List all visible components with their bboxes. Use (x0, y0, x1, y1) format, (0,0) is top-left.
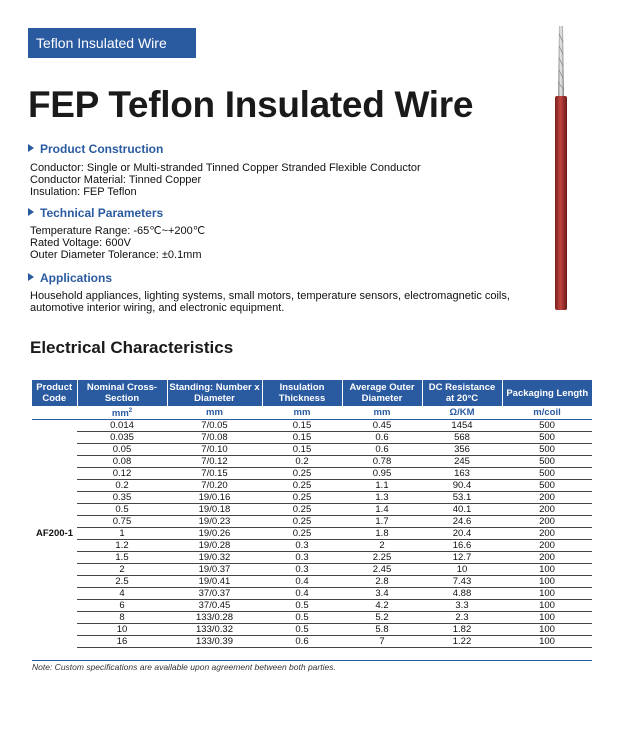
construction-heading (28, 142, 163, 156)
table-cell: 0.25 (262, 492, 342, 504)
table-cell: 2.25 (342, 552, 422, 564)
table-row (32, 636, 592, 648)
table-cell: 1.3 (342, 492, 422, 504)
table-cell: 4.2 (342, 600, 422, 612)
table-cell: 0.035 (77, 432, 167, 444)
table-cell: 0.5 (262, 600, 342, 612)
table-cell: 19/0.18 (167, 504, 262, 516)
applications-heading-label: Applications (40, 271, 113, 285)
electrical-table (32, 380, 592, 648)
table-cell: 1.4 (342, 504, 422, 516)
table-cell: 0.15 (262, 432, 342, 444)
table-cell: 19/0.32 (167, 552, 262, 564)
table-cell: 1.5 (77, 552, 167, 564)
construction-line: Conductor Material: Tinned Copper (30, 174, 202, 186)
table-row (32, 468, 592, 480)
unit-cell: m/coil (502, 406, 592, 420)
table-cell: 0.78 (342, 456, 422, 468)
table-row (32, 528, 592, 540)
table-cell: 100 (502, 588, 592, 600)
table-cell: 100 (502, 624, 592, 636)
electrical-title: Electrical Characteristics (30, 338, 234, 357)
table-cell: 10 (422, 564, 502, 576)
table-cell: 2 (77, 564, 167, 576)
table-cell: 37/0.37 (167, 588, 262, 600)
col-header: Insulation Thickness (262, 380, 342, 406)
table-row (32, 576, 592, 588)
table-cell: 0.35 (77, 492, 167, 504)
table-row (32, 504, 592, 516)
table-cell: 1.8 (342, 528, 422, 540)
table-cell: 200 (502, 540, 592, 552)
table-cell: 0.3 (262, 540, 342, 552)
unit-cell: mm (167, 406, 262, 420)
table-cell: 0.25 (262, 516, 342, 528)
table-cell: 16.6 (422, 540, 502, 552)
table-cell: 133/0.39 (167, 636, 262, 648)
col-header: Product Code (32, 380, 77, 406)
technical-line: Rated Voltage: 600V (30, 237, 131, 249)
table-cell: 0.05 (77, 444, 167, 456)
table-cell: 0.25 (262, 504, 342, 516)
table-cell: 500 (502, 420, 592, 432)
table-cell: 100 (502, 636, 592, 648)
table-cell: 100 (502, 576, 592, 588)
table-cell: 0.15 (262, 420, 342, 432)
technical-heading (28, 206, 163, 220)
table-row (32, 480, 592, 492)
table-cell: 6 (77, 600, 167, 612)
wire-illustration (552, 24, 570, 314)
construction-heading-label: Product Construction (40, 142, 164, 156)
triangle-right-icon (28, 273, 34, 281)
table-cell: 20.4 (422, 528, 502, 540)
table-cell: 1.82 (422, 624, 502, 636)
table-row (32, 588, 592, 600)
table-cell: 37/0.45 (167, 600, 262, 612)
table-cell: 1.22 (422, 636, 502, 648)
table-cell: 0.15 (262, 444, 342, 456)
table-cell: 1 (77, 528, 167, 540)
table-cell: 0.95 (342, 468, 422, 480)
table-cell: 7 (342, 636, 422, 648)
table-cell: 500 (502, 444, 592, 456)
table-row (32, 492, 592, 504)
table-cell: 12.7 (422, 552, 502, 564)
table-row (32, 420, 592, 432)
table-cell: 0.3 (262, 564, 342, 576)
table-cell: 500 (502, 456, 592, 468)
table-row (32, 624, 592, 636)
table-cell: 7/0.15 (167, 468, 262, 480)
table-cell: 200 (502, 504, 592, 516)
table-cell: 500 (502, 480, 592, 492)
technical-line: Temperature Range: -65℃~+200℃ (30, 225, 206, 237)
applications-heading (28, 271, 112, 285)
table-cell: 1454 (422, 420, 502, 432)
table-cell: 7/0.08 (167, 432, 262, 444)
table-cell: 4 (77, 588, 167, 600)
table-cell: 2.5 (77, 576, 167, 588)
construction-line: Insulation: FEP Teflon (30, 186, 137, 198)
table-cell: 53.1 (422, 492, 502, 504)
table-cell: 16 (77, 636, 167, 648)
table-cell: 19/0.16 (167, 492, 262, 504)
table-cell: 0.5 (77, 504, 167, 516)
applications-line: automotive interior wiring, and electronic equipment. (30, 302, 285, 314)
product-code-cell: AF200-1 (36, 528, 73, 540)
unit-cell: mm (342, 406, 422, 420)
triangle-right-icon (28, 144, 34, 152)
table-cell: 7/0.05 (167, 420, 262, 432)
construction-line: Conductor: Single or Multi-stranded Tinned Copper Stranded Flexible Conductor (30, 162, 421, 174)
table-cell: 200 (502, 552, 592, 564)
unit-cell: Ω/KM (422, 406, 502, 420)
table-cell: 1.7 (342, 516, 422, 528)
table-cell: 133/0.28 (167, 612, 262, 624)
table-row (32, 516, 592, 528)
table-cell: 500 (502, 432, 592, 444)
table-cell: 10 (77, 624, 167, 636)
category-tag: Teflon Insulated Wire (28, 28, 196, 58)
table-cell: 19/0.23 (167, 516, 262, 528)
unit-cell: $mm^2$ (77, 406, 167, 420)
table-cell: 100 (502, 564, 592, 576)
header-row (32, 380, 592, 406)
table-cell: 7.43 (422, 576, 502, 588)
table-cell: 100 (502, 600, 592, 612)
table-row (32, 564, 592, 576)
table-cell: 568 (422, 432, 502, 444)
unit-cell (32, 406, 77, 420)
table-cell: 500 (502, 468, 592, 480)
table-cell: 7/0.12 (167, 456, 262, 468)
table-cell: 0.12 (77, 468, 167, 480)
table-cell: 3.3 (422, 600, 502, 612)
table-cell: 0.2 (77, 480, 167, 492)
table-cell: 7/0.10 (167, 444, 262, 456)
table-cell: 0.25 (262, 528, 342, 540)
table-cell: 2 (342, 540, 422, 552)
table-cell: 356 (422, 444, 502, 456)
table-row (32, 456, 592, 468)
table-row (32, 552, 592, 564)
table-cell: 19/0.28 (167, 540, 262, 552)
table-cell: 0.5 (262, 612, 342, 624)
table-cell: 1.1 (342, 480, 422, 492)
table-cell: 4.88 (422, 588, 502, 600)
table-cell: 0.25 (262, 468, 342, 480)
footnote: Note: Custom specifications are available upon agreement between both parties. (32, 660, 592, 672)
col-header: Packaging Length (502, 380, 592, 406)
table-cell: 0.25 (262, 480, 342, 492)
table-cell: 5.2 (342, 612, 422, 624)
table-cell: 19/0.37 (167, 564, 262, 576)
unit-cell: mm (262, 406, 342, 420)
technical-heading-label: Technical Parameters (40, 206, 164, 220)
table-cell: 40.1 (422, 504, 502, 516)
table-row (32, 612, 592, 624)
table-cell: 0.45 (342, 420, 422, 432)
table-cell: 0.5 (262, 624, 342, 636)
table-cell: 2.8 (342, 576, 422, 588)
col-header: Nominal Cross-Section (77, 380, 167, 406)
table-cell: 0.08 (77, 456, 167, 468)
table-cell: 1.2 (77, 540, 167, 552)
technical-line: Outer Diameter Tolerance: ±0.1mm (30, 249, 202, 261)
table-cell: 200 (502, 528, 592, 540)
table-cell: 19/0.26 (167, 528, 262, 540)
table-cell: 0.6 (342, 444, 422, 456)
table-cell: 0.014 (77, 420, 167, 432)
table-cell: 0.4 (262, 588, 342, 600)
table-cell: 24.6 (422, 516, 502, 528)
table-cell: 200 (502, 492, 592, 504)
table-row (32, 432, 592, 444)
table-cell: 100 (502, 612, 592, 624)
table-row (32, 600, 592, 612)
table-cell: 0.4 (262, 576, 342, 588)
table-row (32, 540, 592, 552)
table-cell: 2.45 (342, 564, 422, 576)
col-header: Standing: Number x Diameter (167, 380, 262, 406)
table-cell: 200 (502, 516, 592, 528)
triangle-right-icon (28, 208, 34, 216)
table-cell: 0.75 (77, 516, 167, 528)
table-cell: 90.4 (422, 480, 502, 492)
table-cell: 133/0.32 (167, 624, 262, 636)
applications-line: Household appliances, lighting systems, small motors, temperature sensors, electromagnetic coils, (30, 290, 510, 302)
page-title: FEP Teflon Insulated Wire (28, 84, 474, 125)
table-cell: 0.3 (262, 552, 342, 564)
table-cell: 3.4 (342, 588, 422, 600)
col-header: Average Outer Diameter (342, 380, 422, 406)
table-cell: 7/0.20 (167, 480, 262, 492)
table-cell: 0.6 (342, 432, 422, 444)
col-header: DC Resistance at 20°C (422, 380, 502, 406)
table-cell: 0.2 (262, 456, 342, 468)
unit-row (32, 406, 592, 420)
table-cell: 0.6 (262, 636, 342, 648)
table-cell: 8 (77, 612, 167, 624)
table-cell: 19/0.41 (167, 576, 262, 588)
table-cell: 163 (422, 468, 502, 480)
table-cell: 245 (422, 456, 502, 468)
table-cell: 2.3 (422, 612, 502, 624)
table-row (32, 444, 592, 456)
table-cell: 5.8 (342, 624, 422, 636)
